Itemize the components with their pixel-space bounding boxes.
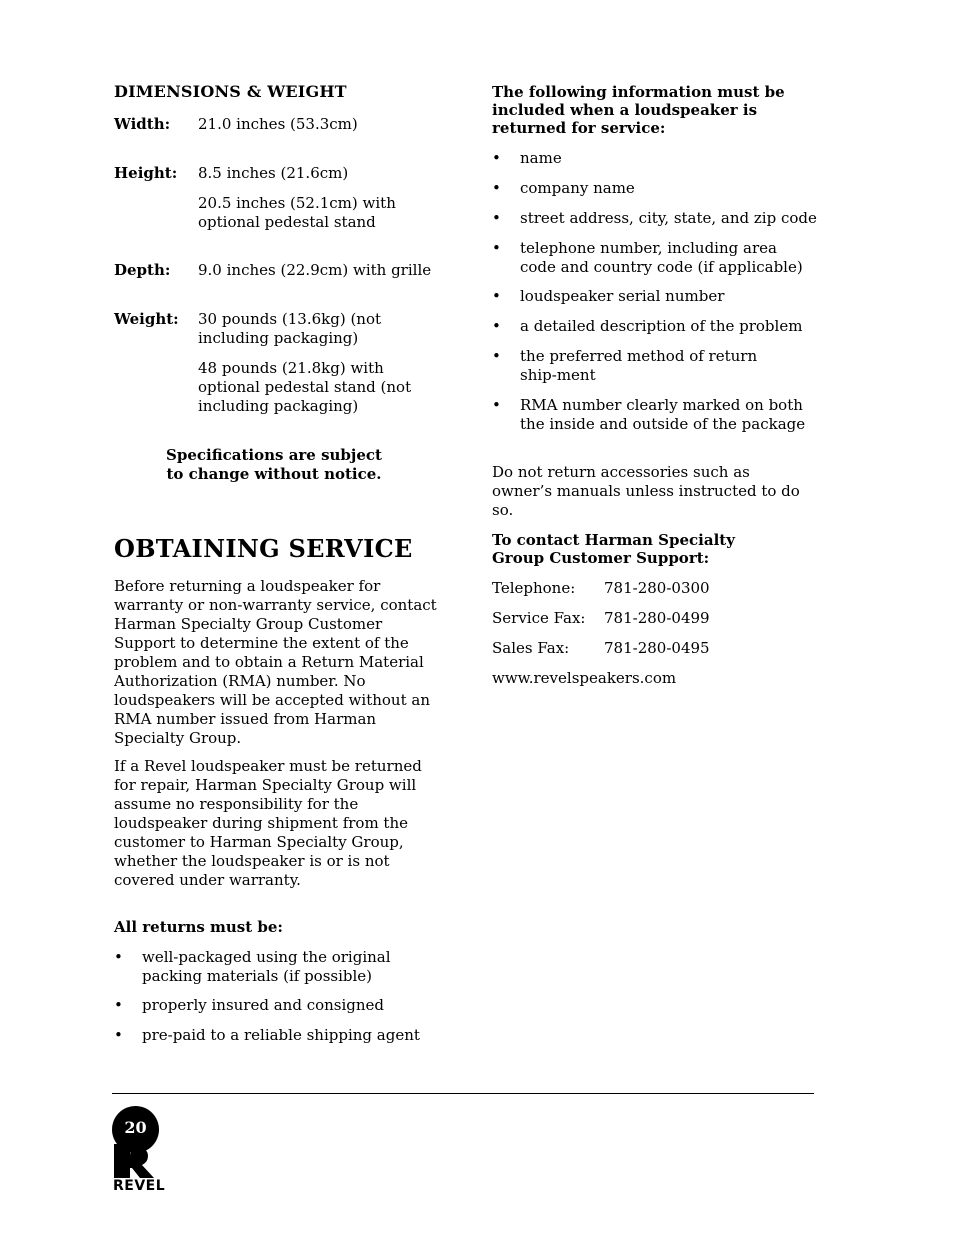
bullet-icon: •	[492, 239, 501, 257]
bullet-icon: •	[492, 347, 501, 365]
service-paragraph-2: If a Revel loudspeaker must be returned for repair, Harman Specialty Group will assume no responsibility for the loudspeaker during shipment from the customer to Harman Specialty Group, whether the loudspeaker is or is not covered under warranty.	[114, 757, 422, 889]
returns-item-text: pre-paid to a reliable shipping agent	[142, 1026, 420, 1044]
bullet-icon: •	[114, 1026, 123, 1044]
returns-item-text: well-packaged using the original packing materials (if possible)	[142, 948, 391, 985]
footer-divider	[112, 1093, 814, 1094]
service-fax-value: 781-280-0499	[604, 609, 710, 627]
bullet-icon: •	[492, 287, 501, 305]
weight-value-pedestal: 48 pounds (21.8kg) with optional pedestal stand (not including packaging)	[198, 359, 412, 415]
height-value: 8.5 inches (21.6cm)	[198, 164, 349, 182]
bullet-icon: •	[492, 317, 501, 335]
revel-logo: REVEL	[113, 1178, 166, 1194]
bullet-icon: •	[114, 996, 123, 1014]
depth-label: Depth:	[114, 261, 171, 279]
sales-fax-label: Sales Fax:	[492, 639, 570, 657]
bullet-icon: •	[492, 209, 501, 227]
revel-r-logo-icon	[114, 1144, 162, 1178]
height-value-pedestal: 20.5 inches (52.1cm) with optional pedestal stand	[198, 194, 396, 231]
width-value: 21.0 inches (53.3cm)	[198, 115, 358, 133]
info-item-text: name	[520, 149, 562, 167]
returns-item-text: properly insured and consigned	[142, 996, 385, 1014]
service-paragraph-1: Before returning a loudspeaker for warranty or non-warranty service, contact Harman Specialty Group Customer Support to determine the extent of the problem and to obtain a Return Material Authorization (RMA) number. No loudspeakers will be accepted without an RMA number issued from Harman Specialty Group.	[114, 577, 437, 747]
spec-change-note: Specifications are subject to change without notice.	[166, 446, 382, 483]
width-label: Width:	[114, 115, 171, 133]
info-item-text: company name	[520, 179, 635, 197]
obtaining-service-heading: OBTAINING SERVICE	[114, 534, 413, 563]
bullet-icon: •	[492, 179, 501, 197]
accessories-note: Do not return accessories such as owner’s manuals unless instructed to do so.	[492, 463, 800, 519]
sales-fax-value: 781-280-0495	[604, 639, 710, 657]
info-item-text: street address, city, state, and zip code	[520, 209, 817, 227]
height-label: Height:	[114, 164, 178, 182]
bullet-icon: •	[492, 396, 501, 414]
info-item-text: loudspeaker serial number	[520, 287, 725, 305]
weight-value: 30 pounds (13.6kg) (not including packaging)	[198, 310, 382, 347]
info-item-text: telephone number, including area code and country code (if applicable)	[520, 239, 803, 276]
returns-heading: All returns must be:	[114, 918, 283, 936]
page-number-badge: 20	[112, 1106, 159, 1153]
telephone-label: Telephone:	[492, 579, 576, 597]
info-item-text: RMA number clearly marked on both the inside and outside of the package	[520, 396, 806, 433]
depth-value: 9.0 inches (22.9cm) with grille	[198, 261, 432, 279]
website-link[interactable]: www.revelspeakers.com	[492, 669, 677, 687]
contact-heading: To contact Harman Specialty Group Customer Support:	[492, 531, 735, 567]
info-heading: The following information must be included when a loudspeaker is returned for service:	[492, 83, 785, 137]
bullet-icon: •	[114, 948, 123, 966]
dimensions-heading: DIMENSIONS & WEIGHT	[114, 82, 347, 101]
service-fax-label: Service Fax:	[492, 609, 586, 627]
info-item-text: a detailed description of the problem	[520, 317, 803, 335]
bullet-icon: •	[492, 149, 501, 167]
info-item-text: the preferred method of return ship-ment	[520, 347, 758, 384]
telephone-value: 781-280-0300	[604, 579, 710, 597]
weight-label: Weight:	[114, 310, 179, 328]
